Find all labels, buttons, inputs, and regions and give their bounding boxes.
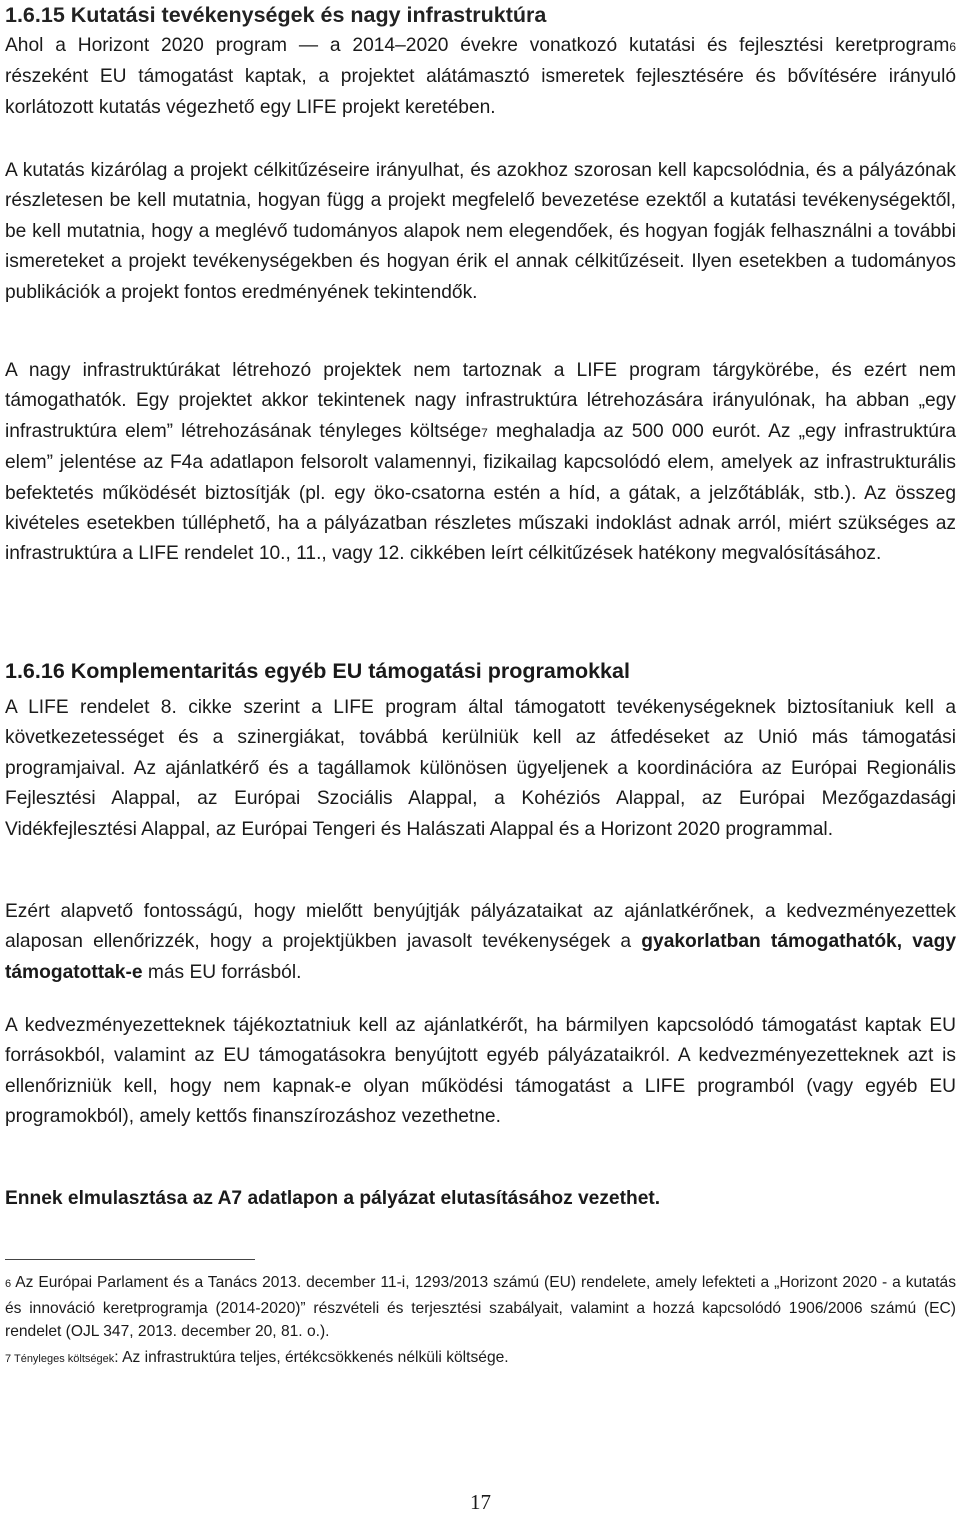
paragraph: A kutatás kizárólag a projekt célkitűzéseire irányulhat, és azokhoz szorosan kell kapcsolódnia, és a pályázónak részletesen be kell mutatnia, hogyan függ a projekt megfelelő bevezetése ezektől a kutatási tevékenységektől, be kell mutatnia, hogy a meglévő tudományos alapok nem elegendőek, és hogyan fogják felhasználni a további ismereteket a projekt tevékenységekben és hogyan érik el annak célkitűzéseit. Ilyen esetekben a tudományos publikációk a projekt fontos eredményének tekintendők. bbox=[5, 160, 956, 303]
footnote-text: Az Európai Parlament és a Tanács 2013. december 11-i, 1293/2013 számú (EU) rendelete, amely lefekteti a „Horizont 2020 - a kutatás és innováció keretprogramja (2014-2020)” részvételi és terjesztési szabályait, valamint a hozzá kapcsolódó 1906/2006 számú (EC) rendelet (OJL 347, 2013. december 20, 81. o.). bbox=[5, 1274, 956, 1340]
footnote-text: : Az infrastruktúra teljes, értékcsökkenés nélküli költsége. bbox=[114, 1349, 509, 1366]
paragraph-bold: Ennek elmulasztása az A7 adatlapon a pályázat elutasításához vezethet. bbox=[5, 1188, 661, 1209]
section-heading-research: 1.6.15 Kutatási tevékenységek és nagy infrastruktúra bbox=[5, 3, 547, 27]
paragraph-text: Ezért alapvető fontosságú, hogy mielőtt benyújtják pályázataikat az ajánlatkérőnek, a kedvezményezettek alaposan ellenőrizzék, hogy a projektjükben javasolt tevékenységek a bbox=[5, 901, 956, 953]
paragraph-text: részeként EU támogatást kaptak, a projektet alátámasztó ismeretek fejlesztésére és bővítésére irányuló korlátozott kutatás végezhető egy LIFE projekt keretében. bbox=[5, 66, 956, 118]
paragraph-text: A nagy infrastruktúrákat létrehozó projektek nem tartoznak a LIFE program tárgykörébe, és ezért nem támogathatók. Egy projektet akkor tekintenek nagy infrastruktúra létrehozására irányulónak, ha abban „egy infrastruktúra elem” létrehozásának tényleges költsége bbox=[5, 360, 956, 442]
paragraph: A kedvezményezetteknek tájékoztatniuk kell az ajánlatkérőt, ha bármilyen kapcsolódó támogatást kaptak EU forrásokból, valamint az EU támogatásokra benyújtott egyéb pályázataikról. A kedvezményezetteknek azt is ellenőrizniük kell, hogy nem kapnak-e olyan működési támogatást a LIFE programból (vagy egyéb EU programokból), amely kettős finanszírozáshoz vezethetne. bbox=[5, 1015, 956, 1128]
footnote-ref: 6 bbox=[949, 40, 956, 54]
paragraph-text: meghaladja az 500 000 eurót. Az „egy infrastruktúra elem” jelentése az F4a adatlapon felsorolt valamennyi, fizikailag kapcsolódó elem, amelyek az infrastrukturális befektetés működését biztosítják (pl. egy öko-csatorna estén a híd, a gátak, a jelzőtáblák, stb.). Az összeg kivételes esetekben túlléphető, ha a pályázatban részletes műszaki indoklást adnak arról, miért szükséges az infrastruktúra a LIFE rendelet 10., 11., vagy 12. cikkében leírt célkitűzések hatékony megvalósításához. bbox=[5, 420, 956, 565]
page-number: 17 bbox=[470, 1490, 491, 1514]
footnote-ref: 7 bbox=[481, 425, 488, 440]
paragraph-text: Ahol a Horizont 2020 program — a 2014–2020 évekre vonatkozó kutatási és fejlesztési keretprogram bbox=[5, 35, 950, 56]
footnote bbox=[5, 1346, 956, 1372]
bold-text: gyakorlatban támogathatók, vagy támogatottak-e bbox=[5, 931, 956, 983]
paragraph bbox=[5, 897, 956, 988]
footnote bbox=[5, 1271, 956, 1344]
section-heading-complementarity: 1.6.16 Komplementaritás egyéb EU támogatási programokkal bbox=[5, 659, 630, 683]
paragraph bbox=[5, 356, 956, 570]
paragraph bbox=[5, 31, 956, 123]
footnote-label: Tényleges költségek bbox=[11, 1353, 115, 1365]
paragraph-text: más EU forrásból. bbox=[142, 961, 302, 983]
footnote-number: 6 bbox=[5, 1278, 12, 1290]
paragraph: A LIFE rendelet 8. cikke szerint a LIFE program által támogatott tevékenységeknek biztosítaniuk kell a következetességet és a szinergiákat, továbbá kerülniük kell az átfedéseket az Unió más támogatási programjaival. Az ajánlatkérő és a tagállamok különösen ügyeljenek a koordinációra az Európai Regionális Fejlesztési Alappal, az Európai Szociális Alappal, a Kohéziós Alappal, az Európai Mezőgazdasági Vidékfejlesztési Alappal, az Európai Tengeri és Halászati Alappal és a Horizont 2020 programmal. bbox=[5, 697, 956, 840]
footnote-divider bbox=[5, 1259, 255, 1260]
footnote-number: 7 bbox=[5, 1353, 12, 1365]
